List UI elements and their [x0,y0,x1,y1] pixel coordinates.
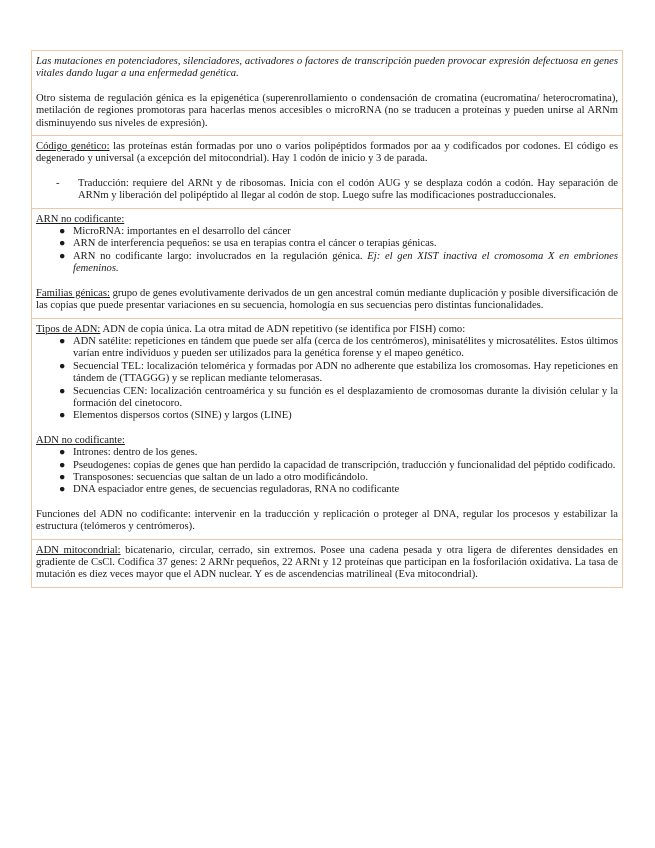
list-item [59,484,618,496]
bullet-icon: ● [59,459,66,471]
bullet-icon: ● [59,250,66,262]
translation-item [36,178,618,203]
section-mutations-epigenetics [31,50,623,136]
list-item-text: MicroRNA: importantes en el desarrollo del cáncer [73,226,291,238]
list-item-text: ADN satélite: repeticiones en tándem que puede ser alfa (cerca de los centrómeros), minisatélites y microsatélites. Estos últimos varían entre individuos y pueden ser utilizados para la genética forense y el mapeo genético. [73,335,618,360]
list-item-text: Intrones: dentro de los genes. [73,447,198,459]
translation-text: Traducción: requiere del ARNt y de ribosomas. Inicia con el codón AUG y se desplaza codón a codón. Hay separación de ARNm y liberación del polipéptido al llegar al codón de stop. Luego sufre las modificaciones postraduccionales. [78,177,618,202]
list-item-text: Transposones: secuencias que saltan de un lado a otro modificándolo. [73,471,368,483]
bullet-icon: ● [59,484,66,496]
genetic-code-paragraph [36,141,618,166]
list-item [59,238,618,250]
list-item-text: ARN de interferencia pequeños: se usa en terapias contra el cáncer o terapias génicas. [73,238,437,250]
list-item [59,361,618,386]
section-dna-types [31,318,623,540]
bullet-icon: ● [59,447,66,459]
noncoding-rna-heading: ARN no codificante: [36,213,125,225]
document-page [31,51,623,588]
repetitive-dna-list [36,336,618,423]
bullet-icon: ● [59,360,66,372]
bullet-icon: ● [59,410,66,422]
mitochondrial-dna-heading: ADN mitocondrial: [36,544,121,556]
section-genetic-code [31,135,623,209]
genetic-code-text: las proteínas están formadas por uno o varios polipéptidos formados por aa y codificados por codones. El código es degenerado y universal (a excepción del mitocondrial). Hay 1 codón de inicio y 3 de parada. [36,141,618,165]
bullet-icon: ● [59,226,66,238]
noncoding-dna-heading: ADN no codificante: [36,434,125,446]
dna-types-heading: Tipos de ADN: [36,323,101,335]
list-item [59,410,618,422]
gene-families-text: grupo de genes evolutivamente derivados de un gen ancestral común mediante duplicación y posible diversificación de las copias que puede presentar variaciones en su secuencia, homología en sus secuencias pero distintas funcionalidades. [36,287,618,312]
bullet-icon: ● [59,385,66,397]
mitochondrial-dna-paragraph [36,545,618,582]
gene-families-paragraph [36,288,618,313]
dna-types-paragraph [36,324,618,336]
xist-example: Ej: el gen XIST inactiva el cromosoma X en embriones femeninos. [73,250,618,275]
list-item-text: ARN no codificante largo: involucrados en la regulación génica. [73,250,368,262]
noncoding-rna-list [36,226,618,276]
dna-types-text: ADN de copia única. La otra mitad de ADN repetitivo (se identifica por FISH) como: [100,323,466,335]
section-noncoding-rna [31,208,623,319]
list-item [59,472,618,484]
bullet-icon: ● [59,238,66,250]
noncoding-functions-paragraph: Funciones del ADN no codificante: intervenir en la traducción y replicación o proteger al DNA, regular los procesos y estabilizar la estructura (telómeros y centrómeros). [36,508,618,533]
list-item [59,336,618,361]
gene-families-heading: Familias génicas: [36,287,110,299]
list-item-text: Elementos dispersos cortos (SINE) y largos (LINE) [73,410,292,422]
list-item [59,447,618,459]
bullet-icon: ● [59,335,66,347]
mitochondrial-dna-text: bicatenario, circular, cerrado, sin extremos. Posee una cadena pesada y otra ligera de diferentes densidades en gradiente de CsCl. Codifica 37 genes: 2 ARNr pequeños, 22 ARNt y 12 proteínas que participan en la fosforilación oxidativa. La tasa de mutación es diez veces mayor que el ADN nuclear. Y es de ascendencias matrilineal (Eva mitocondrial). [36,544,618,581]
bullet-icon: ● [59,471,66,483]
mutations-paragraph: Las mutaciones en potenciadores, silenciadores, activadores o factores de transcripción pueden provocar expresión defectuosa en genes vitales dando lugar a una enfermedad genética. [36,56,618,80]
list-item [59,386,618,411]
genetic-code-heading: Código genético: [36,141,110,153]
list-item [59,226,618,238]
list-item-text: Secuencial TEL: localización telomérica y formadas por ADN no adherente que estabiliza los cromosomas. Hay repeticiones en tándem de (TTAGGG) y se replican mediante telomerasas. [73,360,618,385]
noncoding-dna-list [36,447,618,497]
list-item-text: Pseudogenes: copias de genes que han perdido la capacidad de transcripción, traducción y funcionalidad del péptido codificado. [73,459,616,471]
epigenetics-paragraph: Otro sistema de regulación génica es la epigenética (superenrollamiento o condensación de cromatina (eucromatina/ heterocromatina), metilación de regiones promotoras para hacerlas menos accesibles o microRNA (no se traducen a proteínas y pueden unirse al ARNm disminuyendo sus niveles de expresión). [36,92,618,129]
section-mitochondrial-dna [31,539,623,588]
list-item-text: Secuencias CEN: localización centroamérica y su función es el desplazamiento de cromosomas durante la división celular y la formación del cinetocoro. [73,385,618,409]
list-item [59,251,618,276]
list-item-text: DNA espaciador entre genes, de secuencias reguladoras, RNA no codificante [73,484,400,496]
dash-marker: - [56,177,60,189]
list-item [59,460,618,472]
